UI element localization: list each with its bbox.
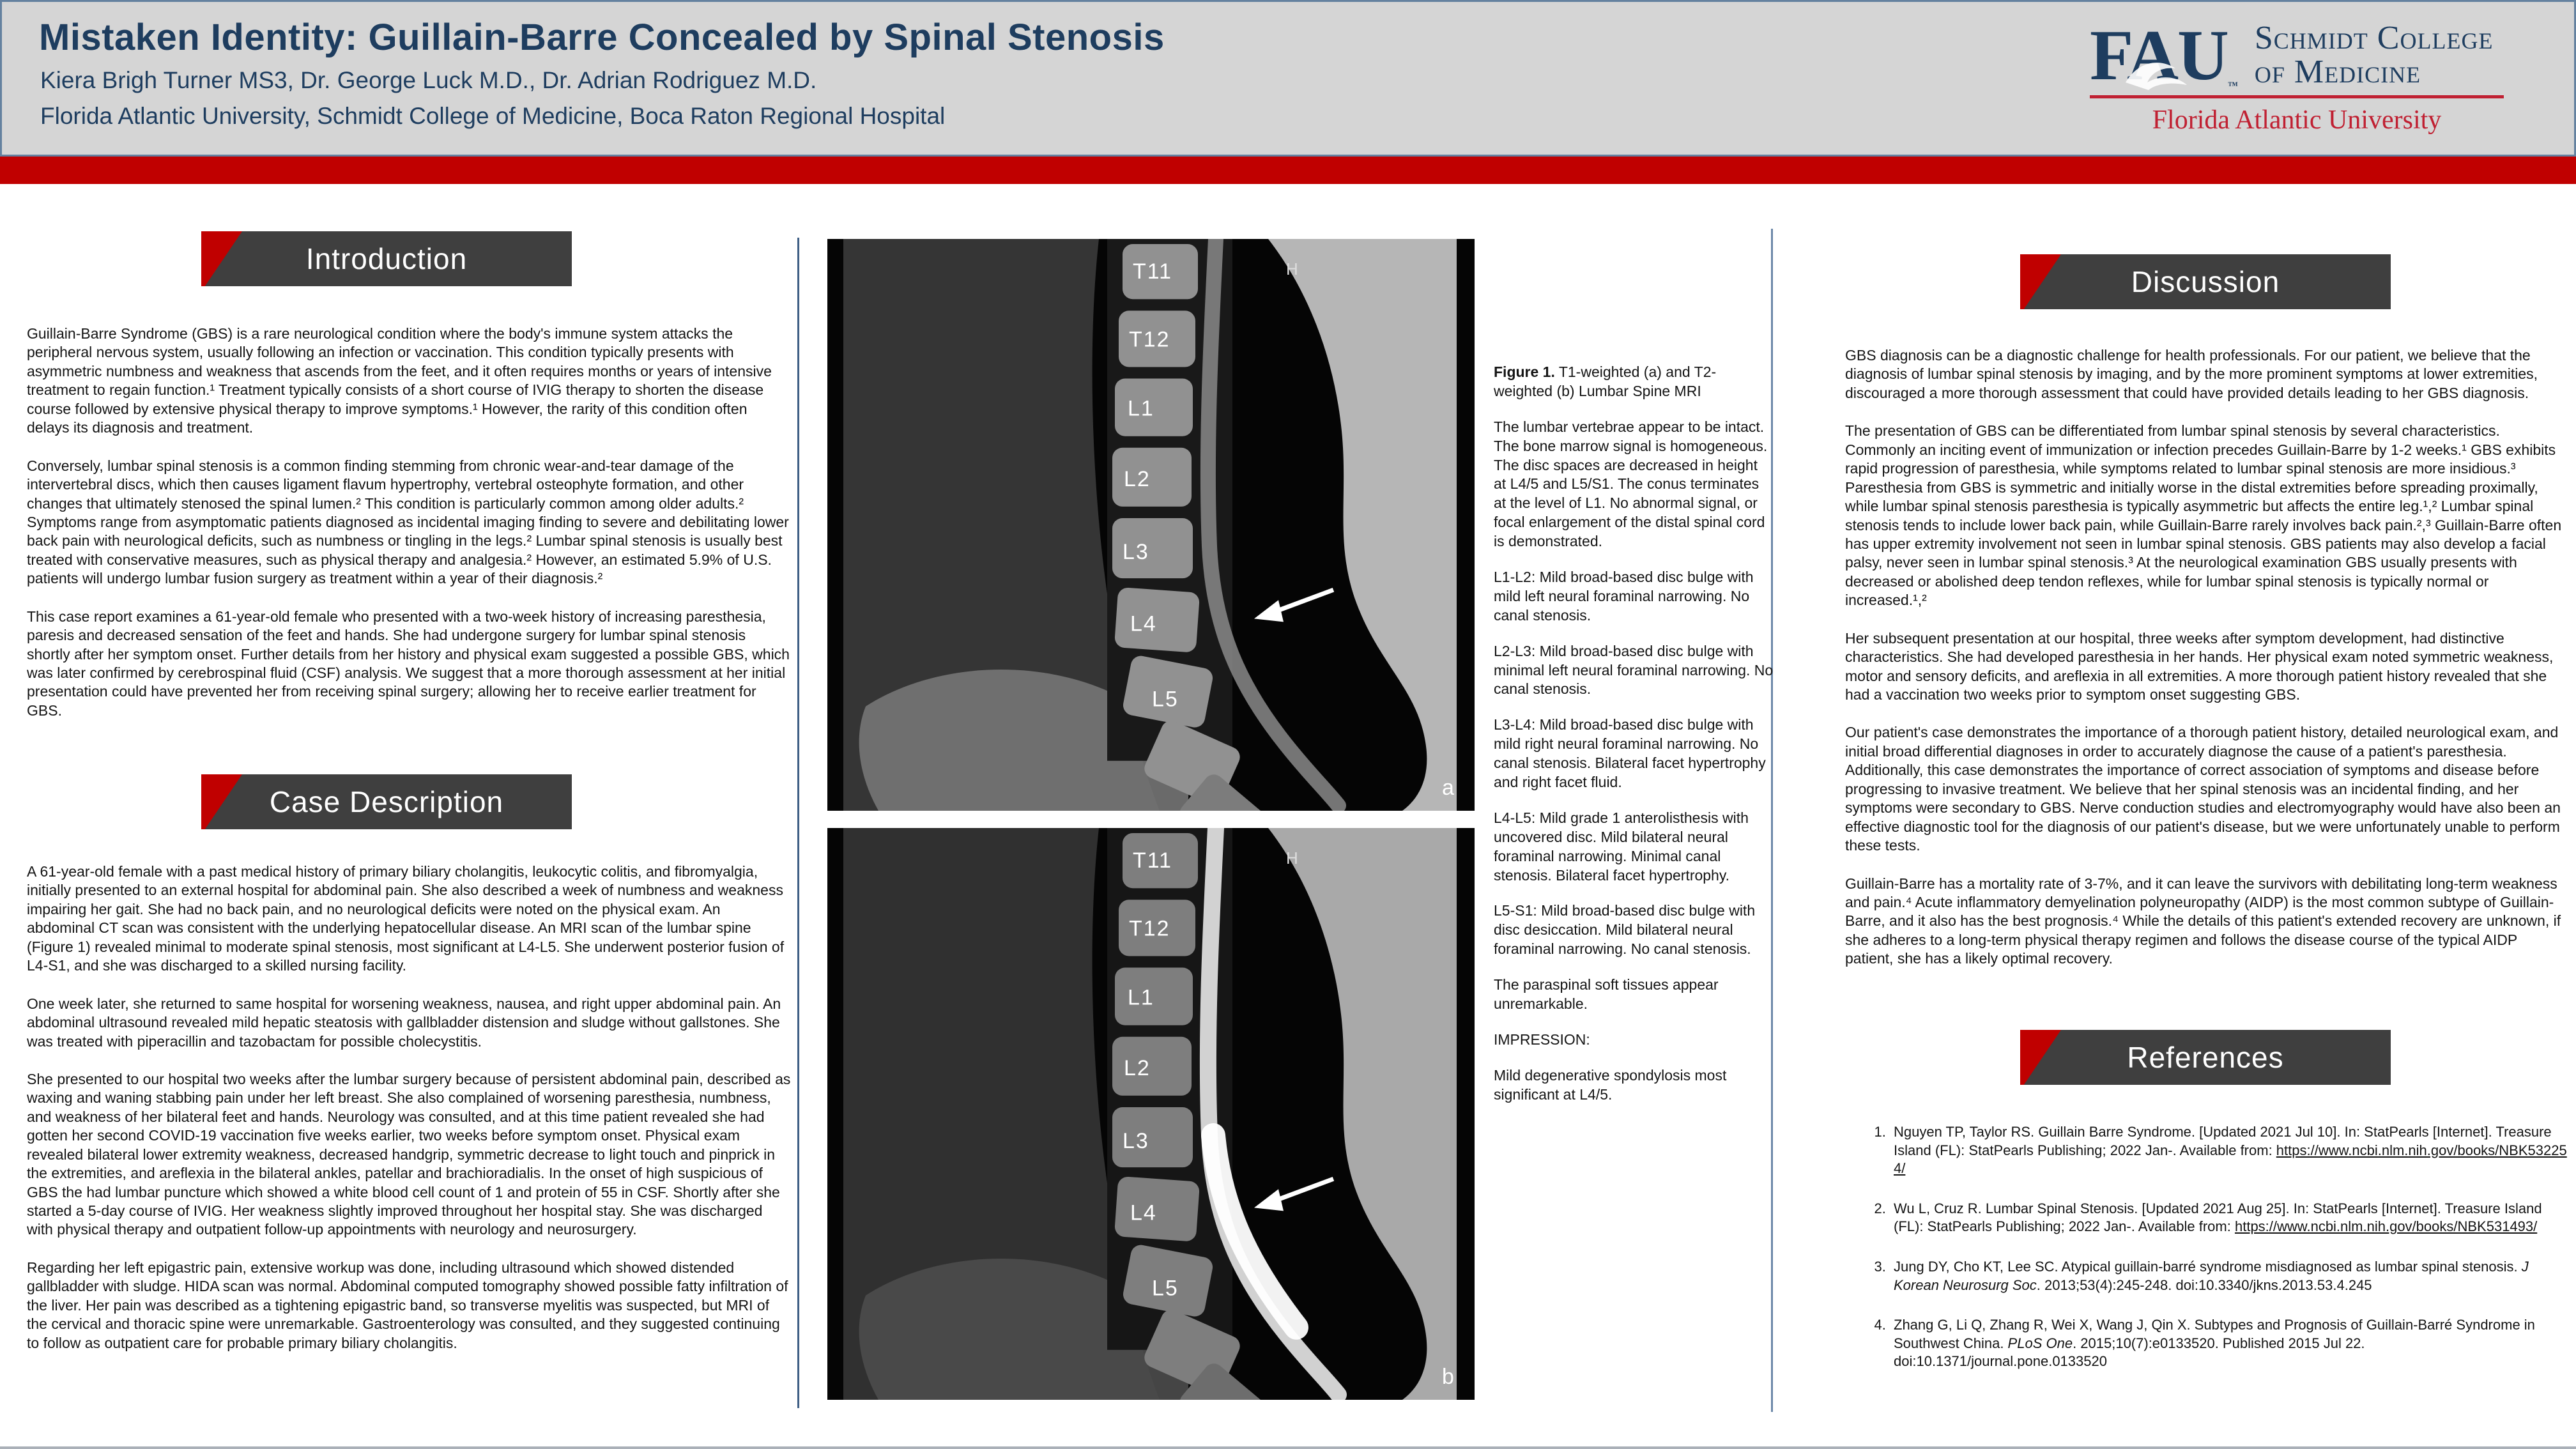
reference-link[interactable]: https://www.ncbi.nlm.nih.gov/books/NBK532254/	[1894, 1142, 2567, 1177]
vertebra-label: T12	[1129, 327, 1170, 352]
trademark-symbol: ™	[2227, 80, 2237, 91]
figure-note: The paraspinal soft tissues appear unremarkable.	[1494, 976, 1719, 1013]
reference-text: Zhang G, Li Q, Zhang R, Wei X, Wang J, Qin X. Subtypes and Prognosis of Guillain-Barré Syndrome in Southwest China.	[1894, 1317, 2535, 1351]
section-title: Case Description	[269, 785, 504, 818]
case-paragraph: A 61-year-old female with a past medical history of primary biliary cholangitis, leukocytic colitis, and fibromyalgia, initially presented to an external hospital for abdominal pain. She also described a week of numbness and weakness impairing her gait. She had no back pain, and no neurological deficits were noted on the physical exam. An abdominal CT scan was consistent with the underlying hepatocellular disease. An MRI scan of the lumbar spine (Figure 1) revealed minimal to moderate spinal stenosis, most significant at L4-L5. She underwent posterior fusion of L4-S1, and she was discharged to a skilled nursing facility.	[27, 863, 785, 974]
vertebra-label: T12	[1129, 916, 1170, 941]
mri-panel-t2	[827, 828, 1475, 1400]
vertebra-label: L1	[1128, 396, 1154, 421]
banner-red-wedge	[201, 231, 242, 286]
introduction-paragraph: Guillain-Barre Syndrome (GBS) is a rare neurological condition where the body's immune system attacks the peripheral nervous system, usually following an infection or vaccination. This condition typically presents with asymmetric numbness and weakness that ascends from the feet, and it often requires months or years of intensive treatment to regain function.¹ Treatment typically consists of a short course of IVIG therapy to shorten the disease course followed by extensive physical therapy to improve symptoms.¹ However, the rarity of this condition often delays its diagnosis and treatment.	[27, 325, 772, 436]
section-title: References	[2127, 1041, 2284, 1074]
vertebra-label: L5	[1152, 1276, 1179, 1301]
banner-red-wedge	[2020, 1030, 2061, 1085]
fau-logo	[2090, 16, 2524, 148]
discussion-paragraph: Our patient's case demonstrates the importance of a thorough patient history, detailed neurological exam, and initial broad differential diagnoses in order to accurately diagnose the cause of a patient's paresthesia. Additionally, this case demonstrates the importance of correct association of symptoms and disease before progressing to invasive treatment. We believe that her spinal stenosis was an incidental finding, and her symptoms were secondary to GBS. Nerve conduction studies and electromyography would have also been an effective diagnostic tool for the diagnosis of our patient's disease, but we were unfortunately unable to perform these tests.	[1845, 724, 2561, 854]
reference-item	[1890, 1123, 2570, 1178]
case-description-text	[27, 862, 791, 1372]
figure-caption-title: Figure 1. T1-weighted (a) and T2-weighted (b) Lumbar Spine MRI	[1494, 364, 1717, 399]
reference-item	[1890, 1200, 2570, 1236]
figure-note: L3-L4: Mild broad-based disc bulge with mild right neural foraminal narrowing. No canal stenosis. Bilateral facet hypertrophy and right facet fluid.	[1494, 716, 1766, 791]
introduction-text	[27, 325, 791, 739]
mri-panel-t1	[827, 239, 1475, 811]
case-paragraph: She presented to our hospital two weeks after the lumbar surgery because of persistent abdominal pain, described as waxing and waning stabbing pain under her left breast. She also complained of worsening paresthesia, numbness, and weakness of her bilateral feet and hands. Neurology was consulted, and at this time patient revealed she had gotten her second COVID-19 vaccination five weeks earlier, two weeks before symptom onset. Physical exam revealed bilateral lower extremity weakness, decreased handgrip, symmetric decrease to light touch and pinprick in the extremities, and areflexia in the bilateral ankles, patellar and brachioradialis. In the onset of high suspicious of GBS the had lumbar puncture which showed a white blood cell count of 1 and protein of 55 in CSF. Shortly after she started a 5-day course of IVIG. Her weakness slightly improved throughout her hospital stay. She was discharged with physical therapy and outpatient follow-up appointments with neurology and neurosurgery.	[27, 1070, 791, 1238]
panel-letter: a	[1442, 775, 1454, 800]
reference-item	[1890, 1258, 2570, 1294]
section-header-discussion	[2020, 254, 2391, 309]
vertebra-label: L5	[1152, 687, 1179, 712]
university-name: Florida Atlantic University	[2152, 105, 2442, 135]
vertebra-label: L1	[1128, 985, 1154, 1010]
references-section	[1853, 1123, 2570, 1393]
reference-journal: J Korean Neurosurg Soc	[1894, 1258, 2529, 1293]
section-header-case-description	[201, 774, 572, 829]
introduction-paragraph: This case report examines a 61-year-old female who presented with a two-week history of increasing paresthesia, paresis and decreased sensation of the feet and hands. She had undergone surgery for lumbar spinal stenosis shortly after her symptom onset. Further details from her history and physical exam suggested a possible GBS, which was later confirmed by cerebrospinal fluid (CSF) analysis. We suggest that a more thorough assessment at her initial presentation could have prevented her from receiving spinal surgery; allowing her to receive earlier treatment for GBS.	[27, 608, 790, 719]
vertebra-label: L2	[1124, 1055, 1151, 1080]
reference-text: Nguyen TP, Taylor RS. Guillain Barre Syndrome. [Updated 2021 Jul 10]. In: StatPearls [Internet]. Treasure Island (FL): StatPearls Publishing; 2022 Jan-. Available from:	[1894, 1124, 2552, 1158]
poster-affiliation: Florida Atlantic University, Schmidt College of Medicine, Boca Raton Regional Hospital	[40, 103, 946, 129]
vertebra-label: T11	[1133, 259, 1173, 284]
vertebra-label: L3	[1123, 1129, 1149, 1154]
vertebra-label: L3	[1123, 540, 1149, 565]
column-divider-left	[797, 238, 799, 1408]
figure-note: The lumbar vertebrae appear to be intact. The bone marrow signal is homogeneous. The disc spaces are decreased in height at L4/5 and L5/S1. The conus terminates at the level of L1. No abnormal signal, or focal enlargement of the distal spinal cord is demonstrated.	[1494, 418, 1768, 550]
discussion-paragraph: Her subsequent presentation at our hospital, three weeks after symptom development, had distinctive characteristics. She had developed paresthesia in her hands. Her physical exam noted symmetric weakness, motor and sensory deficits, and areflexia in all extremities. A more thorough patient history revealed that she had a vaccination two weeks prior to symptom onset suggesting GBS.	[1845, 629, 2554, 703]
vertebra-label: T11	[1133, 848, 1173, 873]
reference-text: Wu L, Cruz R. Lumbar Spinal Stenosis. [Updated 2021 Aug 25]. In: StatPearls [Internet]. Treasure Island (FL): StatPearls Publishing; 2022 Jan-. Available from:	[1894, 1200, 2542, 1235]
panel-letter: b	[1442, 1364, 1454, 1389]
case-paragraph: Regarding her left epigastric pain, extensive workup was done, including ultrasound which showed distended gallbladder with sludge. HIDA scan was normal. Abdominal computed tomography showed possible fatty infiltration of the liver. Her pain was described as a tightening epigastric band, so transverse myelitis was suspected, but MRI of the cervical and thoracic spine were unremarkable. Gastroenterology was consulted, and they suggested continuing to follow as outpatient care for probable primary biliary cholangitis.	[27, 1259, 788, 1351]
figure-impression-text: Mild degenerative spondylosis most significant at L4/5.	[1494, 1066, 1727, 1103]
orientation-marker: H	[1286, 848, 1298, 868]
reference-link[interactable]: https://www.ncbi.nlm.nih.gov/books/NBK531493/	[2234, 1218, 2538, 1235]
mri-t1-image	[827, 239, 1475, 811]
reference-list	[1853, 1123, 2570, 1371]
section-header-introduction	[201, 231, 572, 286]
figure-note: L2-L3: Mild broad-based disc bulge with minimal left neural foraminal narrowing. No canal stenosis.	[1494, 642, 1774, 698]
logo-rule	[2090, 95, 2504, 98]
discussion-paragraph: GBS diagnosis can be a diagnostic challenge for health professionals. For our patient, we believe that the diagnosis of lumbar spinal stenosis by imaging, and by the more prominent symptoms at lower extremities, discouraged a more thorough assessment that could have provided details leading to her GBS diagnosis.	[1845, 347, 2538, 401]
vertebra-label: L2	[1124, 466, 1151, 491]
school-name: Schmidt College of Medicine	[2254, 19, 2494, 90]
figure-caption	[1494, 363, 1774, 1121]
vertebra-label: L4	[1130, 611, 1157, 636]
reference-text: Jung DY, Cho KT, Lee SC. Atypical guillain-barré syndrome misdiagnosed as lumbar spinal stenosis.	[1894, 1258, 2522, 1275]
section-title: Discussion	[2131, 265, 2280, 298]
section-header-references	[2020, 1030, 2391, 1085]
poster-title: Mistaken Identity: Guillain-Barre Concealed by Spinal Stenosis	[39, 17, 1165, 58]
discussion-paragraph: The presentation of GBS can be differentiated from lumbar spinal stenosis by several characteristics. Commonly an inciting event of immunization or infection precedes Guillain-Barre by 1-2 weeks.¹ GBS exhibits rapid progression of paresthesia, while symptoms related to lumbar spinal stenosis are more insidious.³ Paresthesia from GBS is symmetric and initially worse in the distal extremities before spreading proximally, while lumbar spinal stenosis paresthesia is typically asymmetric but affects the entire leg.¹,² Lumbar spinal stenosis tends to include lower back pain, while Guillain-Barre rarely involves back pain.²,³ Guillain-Barre often has upper extremity involvement not seen in lumbar spinal stenosis. GBS patients may also develop a facial palsy, never seen in lumbar spinal stenosis.³ At the neurological examination GBS usually presents with decreased or abolished deep tendon reflexes, while for lumbar spinal stenosis is typically normal or increased.¹,²	[1845, 422, 2562, 609]
figure-note: L1-L2: Mild broad-based disc bulge with mild left neural foraminal narrowing. No canal stenosis.	[1494, 569, 1754, 624]
header-band	[0, 0, 2576, 157]
introduction-paragraph: Conversely, lumbar spinal stenosis is a common finding stemming from chronic wear-and-tear damage of the intervertebral discs, which then causes ligament flavum hypertrophy, vertebral osteophyte formation, and other changes that ultimately stenosed the spinal lumen.² This condition is particularly common among older adults.² Symptoms range from asymptomatic patients diagnosed as incidental imaging finding to severe and debilitating lower back pain with neurological deficits, such as numbness or tingling in the legs.² Lumbar spinal stenosis is usually best treated with conservative measures, such as physical therapy and analgesia.² However, an estimated 5.9% of U.S. patients will undergo lumbar fusion surgery as treatment within a year of their diagnosis.²	[27, 457, 789, 587]
section-title: Introduction	[305, 242, 468, 275]
fau-wave-icon	[2123, 57, 2200, 91]
orientation-marker: H	[1286, 259, 1298, 279]
discussion-paragraph: Guillain-Barre has a mortality rate of 3-7%, and it can leave the survivors with debilitating long-term weakness and pain.⁴ Acute inflammatory demyelination polyneuropathy (AIDP) is the most common subtype of Guillain-Barre, and it also has the best prognosis.⁴ While the details of this patient's extended recovery are unknown, if she adheres to a long-term physical therapy regimen and follows the disease course of the typical AIDP patient, she has a likely optimal recovery.	[1845, 875, 2561, 967]
reference-item	[1890, 1316, 2570, 1371]
mri-t2-image	[827, 828, 1475, 1400]
figure-note: L4-L5: Mild grade 1 anterolisthesis with uncovered disc. Mild bilateral neural foraminal narrowing. Minimal canal stenosis. Bilateral facet hypertrophy.	[1494, 809, 1749, 884]
poster-authors: Kiera Brigh Turner MS3, Dr. George Luck M.D., Dr. Adrian Rodriguez M.D.	[40, 67, 817, 93]
reference-text-tail: . 2013;53(4):245-248. doi:10.3340/jkns.2013.53.4.245	[2036, 1276, 2372, 1293]
header-accent-bar	[0, 157, 2576, 184]
case-paragraph: One week later, she returned to same hospital for worsening weakness, nausea, and right upper abdominal pain. An abdominal ultrasound revealed mild hepatic steatosis with gallbladder distension and sludge without gallstones. She was treated with piperacillin and tazobactam for possible cholecystitis.	[27, 995, 781, 1050]
discussion-text	[1845, 346, 2568, 988]
banner-red-wedge	[2020, 254, 2061, 309]
banner-red-wedge	[201, 774, 242, 829]
reference-journal: PLoS One	[2007, 1335, 2073, 1351]
figure-note: L5-S1: Mild broad-based disc bulge with disc desiccation. Mild bilateral neural foraminal narrowing. No canal stenosis.	[1494, 902, 1756, 958]
reference-text-tail: . 2015;10(7):e0133520. Published 2015 Jul 22. doi:10.1371/journal.pone.0133520	[1894, 1335, 2365, 1370]
figure-impression-label: IMPRESSION:	[1494, 1031, 1590, 1048]
vertebra-label: L4	[1130, 1200, 1157, 1225]
fau-wordmark: FAU™	[2090, 16, 2237, 95]
